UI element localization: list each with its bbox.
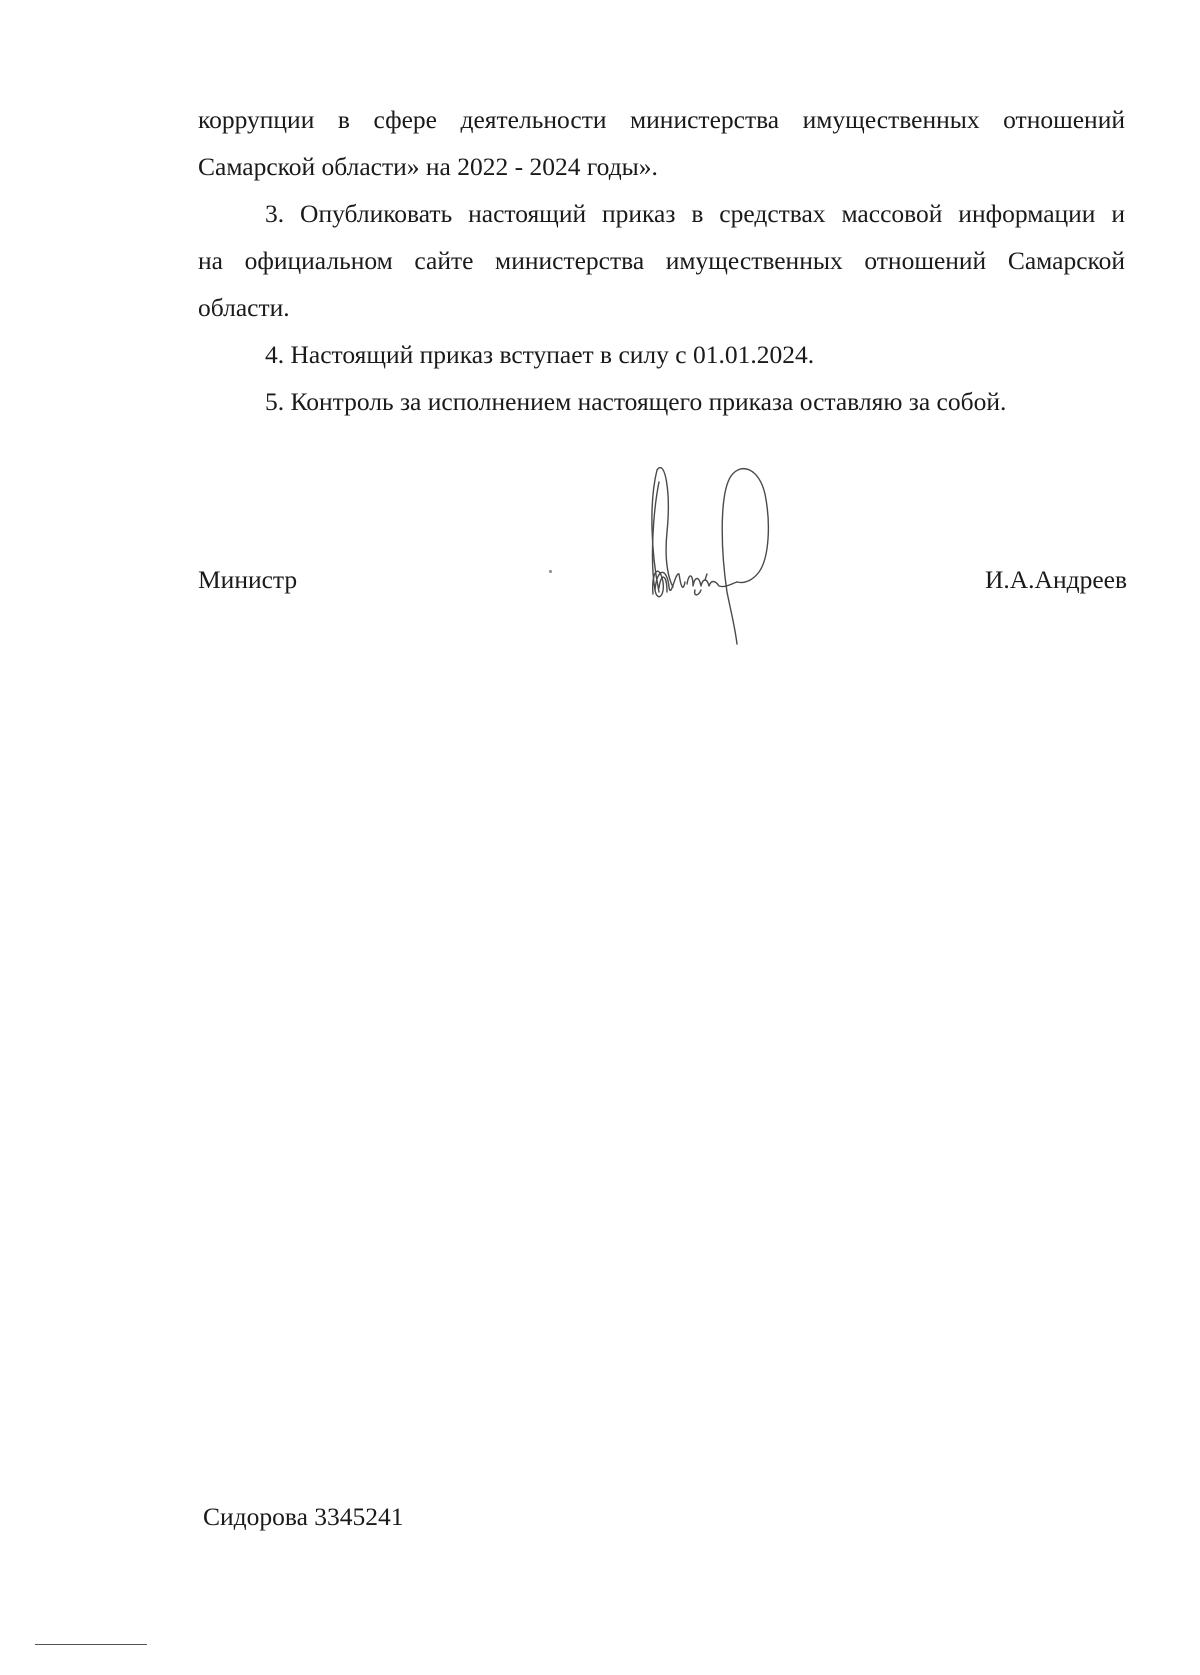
footer-divider [35, 1644, 147, 1645]
text-line: коррупции в сфере деятельности министерства имущественных отношений [198, 105, 1125, 134]
text-line: Самарской области» на 2022 - 2024 годы». [198, 152, 658, 181]
paragraph-continuation [198, 96, 1125, 190]
paragraph-3 [198, 190, 1125, 331]
executor-contact: Сидорова 3345241 [203, 1502, 404, 1531]
text-line: 3. Опубликовать настоящий приказ в средствах массовой информации и [265, 199, 1125, 228]
scan-speck [549, 570, 552, 573]
signer-name: И.А.Андреев [984, 565, 1127, 594]
handwritten-signature-icon [645, 462, 805, 652]
paragraph-5 [198, 378, 1125, 425]
text-line: области. [198, 293, 290, 322]
position-title: Министр [198, 565, 298, 594]
text-line: на официальном сайте министерства имущественных отношений Самарской [198, 246, 1125, 275]
paragraph-4 [198, 331, 1125, 378]
text-line: 4. Настоящий приказ вступает в силу с 01.01.2024. [265, 340, 815, 369]
text-line: 5. Контроль за исполнением настоящего приказа оставляю за собой. [265, 387, 1007, 416]
